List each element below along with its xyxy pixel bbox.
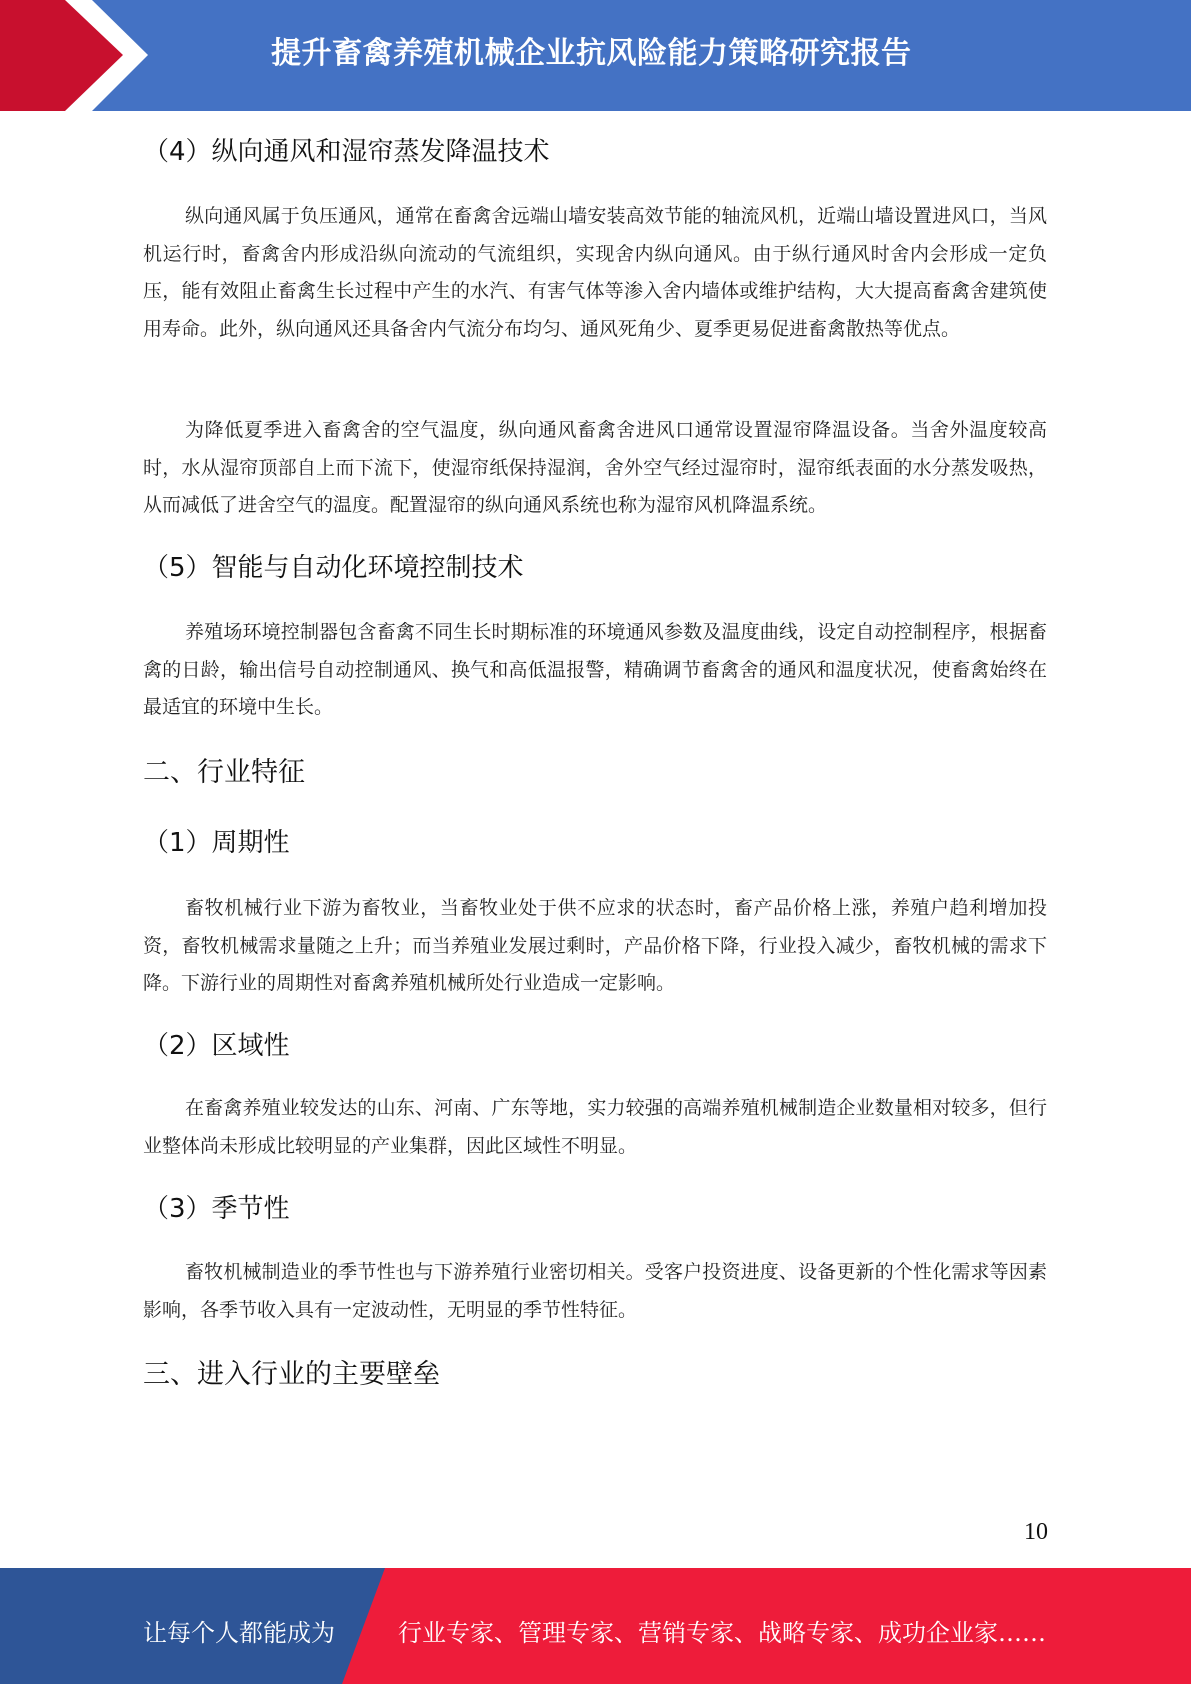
subheading-regionality: （2）区域性	[143, 1031, 290, 1061]
chapter-heading-industry-features: 二、行业特征	[143, 757, 305, 788]
footer-slogan-right: 行业专家、管理专家、营销专家、战略专家、成功企业家……	[398, 1619, 1046, 1647]
paragraph-longitudinal-ventilation: 纵向通风属于负压通风，通常在畜禽舍远端山墙安装高效节能的轴流风机，近端山墙设置进风口，当风机运行时，畜禽舍内形成沿纵向流动的气流组织，实现舍内纵向通风。由于纵行通风时舍内会形成一定负压，能有效阻止畜禽生长过程中产生的水汽、有害气体等渗入舍内墙体或维护结构，大大提高畜禽舍建筑使用寿命。此外，纵向通风还具备舍内气流分布均匀、通风死角少、夏季更易促进畜禽散热等优点。	[143, 205, 1047, 340]
page-header	[0, 0, 1191, 111]
section-heading-5: （5）智能与自动化环境控制技术	[143, 553, 524, 583]
paragraph-wet-curtain-cooling: 为降低夏季进入畜禽舍的空气温度，纵向通风畜禽舍进风口通常设置湿帘降温设备。当舍外温度较高时，水从湿帘顶部自上而下流下，使湿帘纸保持湿润，舍外空气经过湿帘时，湿帘纸表面的水分蒸发吸热，从而减低了进舍空气的温度。配置湿帘的纵向通风系统也称为湿帘风机降温系统。	[143, 419, 1047, 516]
subheading-seasonality: （3）季节性	[143, 1194, 290, 1224]
footer-slogan-left: 让每个人都能成为	[143, 1619, 335, 1647]
paragraph-regionality: 在畜禽养殖业较发达的山东、河南、广东等地，实力较强的高端养殖机械制造企业数量相对较多，但行业整体尚未形成比较明显的产业集群，因此区域性不明显。	[143, 1097, 1047, 1157]
page-number: 10	[1024, 1519, 1048, 1545]
page-footer	[0, 1568, 1191, 1684]
paragraph-seasonality: 畜牧机械制造业的季节性也与下游养殖行业密切相关。受客户投资进度、设备更新的个性化需求等因素影响，各季节收入具有一定波动性，无明显的季节性特征。	[143, 1261, 1047, 1321]
chapter-heading-entry-barriers: 三、进入行业的主要壁垒	[143, 1359, 440, 1390]
section-heading-4: （4）纵向通风和湿帘蒸发降温技术	[143, 137, 550, 167]
subheading-cyclicality: （1）周期性	[143, 828, 290, 858]
report-title: 提升畜禽养殖机械企业抗风险能力策略研究报告	[271, 36, 912, 71]
paragraph-cyclicality: 畜牧机械行业下游为畜牧业，当畜牧业处于供不应求的状态时，畜产品价格上涨，养殖户趋利增加投资，畜牧机械需求量随之上升；而当养殖业发展过剩时，产品价格下降，行业投入减少，畜牧机械的需求下降。下游行业的周期性对畜禽养殖机械所处行业造成一定影响。	[143, 897, 1047, 994]
paragraph-smart-environment-control: 养殖场环境控制器包含畜禽不同生长时期标准的环境通风参数及温度曲线，设定自动控制程序，根据畜禽的日龄，输出信号自动控制通风、换气和高低温报警，精确调节畜禽舍的通风和温度状况，使畜禽始终在最适宜的环境中生长。	[143, 621, 1047, 718]
